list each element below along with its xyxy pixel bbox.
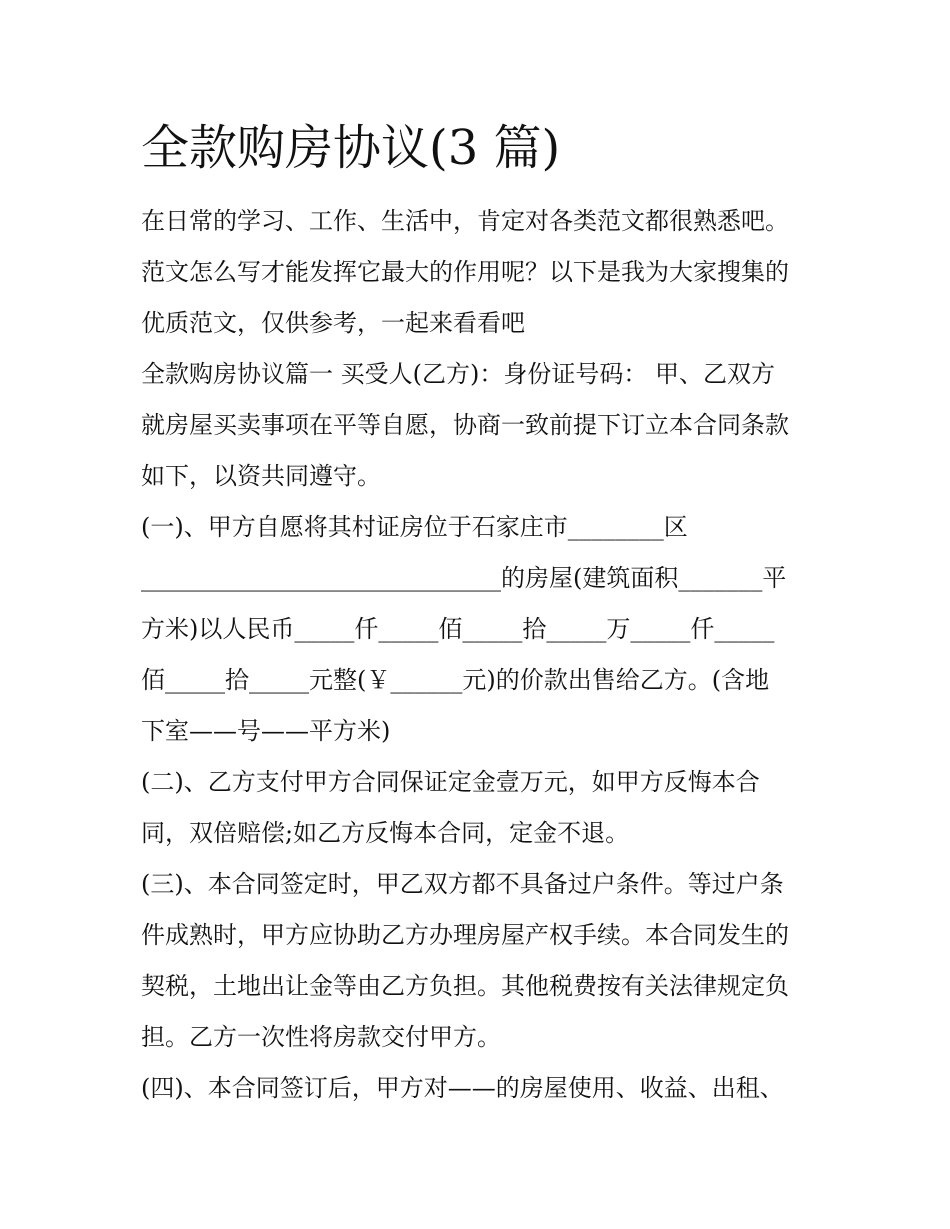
text-line: 方米)以人民币_____仟_____佰_____拾_____万_____仟_____ xyxy=(141,615,775,643)
text-line: 范文怎么写才能发挥它最大的作用呢？以下是我为大家搜集的 xyxy=(141,258,789,286)
text-line: 优质范文，仅供参考，一起来看看吧 xyxy=(141,309,525,337)
text-line: 全款购房协议篇一 买受人(乙方)：身份证号码： 甲、乙双方 xyxy=(141,360,775,388)
text-line: (一)、甲方自愿将其村证房位于石家庄市________区 xyxy=(141,513,688,541)
text-line: 下室——号——平方米) xyxy=(141,717,391,745)
text-line: 佰_____拾_____元整(￥______元)的价款出售给乙方。(含地 xyxy=(141,666,770,694)
document-title: 全款购房协议(3 篇) xyxy=(141,120,561,176)
text-line: 契税，土地出让金等由乙方负担。其他税费按有关法律规定负 xyxy=(141,972,789,1000)
text-line: 同，双倍赔偿;如乙方反悔本合同，定金不退。 xyxy=(141,819,630,847)
text-line: 件成熟时，甲方应协助乙方办理房屋产权手续。本合同发生的 xyxy=(141,921,789,949)
text-line: 担。乙方一次性将房款交付甲方。 xyxy=(141,1023,501,1051)
text-line: 如下，以资共同遵守。 xyxy=(141,462,381,490)
text-line: 在日常的学习、工作、生活中，肯定对各类范文都很熟悉吧。 xyxy=(141,207,789,235)
text-line: (二)、乙方支付甲方合同保证定金壹万元，如甲方反悔本合 xyxy=(141,768,760,796)
document-body xyxy=(141,196,821,1114)
text-line: (三)、本合同签定时，甲乙双方都不具备过户条件。等过户条 xyxy=(141,870,784,898)
text-line: (四)、本合同签订后，甲方对——的房屋使用、收益、出租、 xyxy=(141,1074,784,1102)
text-line: ______________________________的房屋(建筑面积_______平 xyxy=(141,564,787,592)
text-line: 就房屋买卖事项在平等自愿，协商一致前提下订立本合同条款 xyxy=(141,411,789,439)
